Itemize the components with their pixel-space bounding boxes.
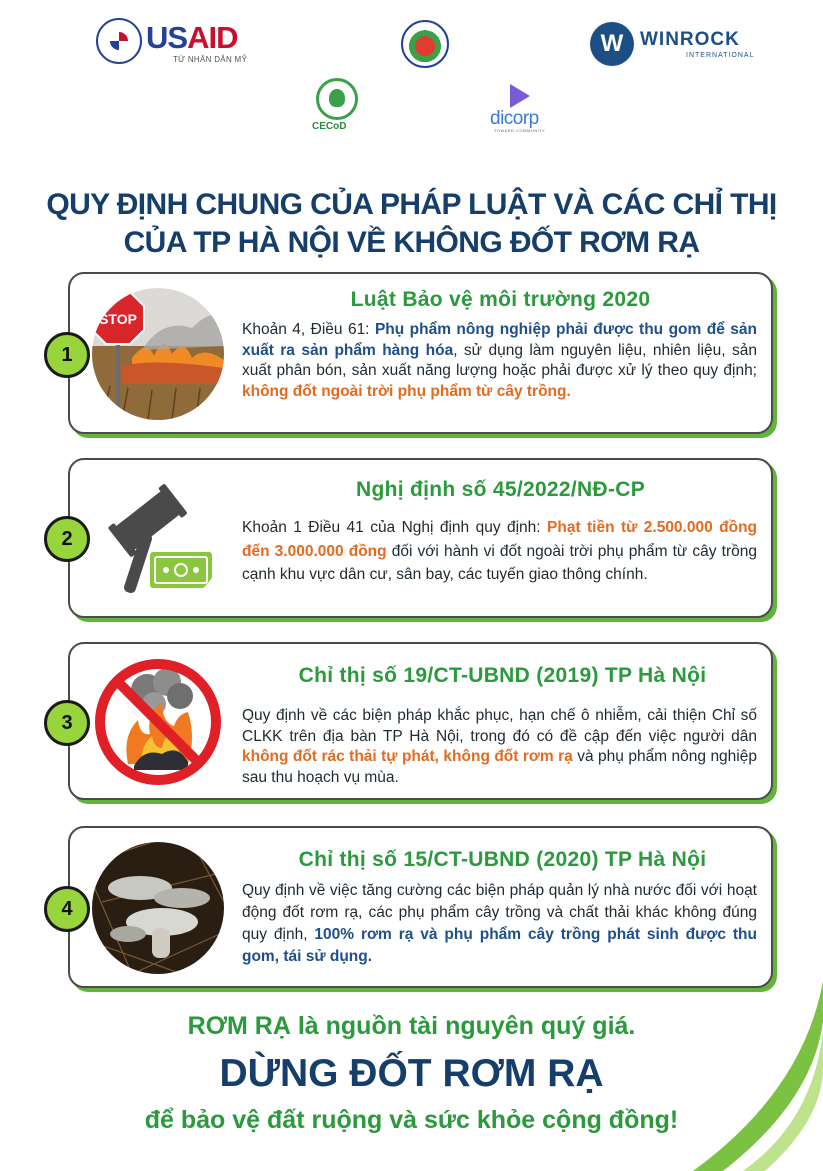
card-number-badge: 1 (44, 332, 90, 378)
card-title: Nghị định số 45/2022/NĐ-CP (355, 478, 646, 501)
cecod-logo (306, 78, 370, 136)
ministry-emblem-icon (401, 20, 449, 68)
dicorp-name: dicorp (490, 108, 539, 129)
regulation-card-2 (61, 458, 773, 618)
page-title-line-2: CỦA TP HÀ NỘI VỀ KHÔNG ĐỐT RƠM RẠ (123, 226, 700, 259)
regulation-card-3 (61, 642, 773, 800)
card-text: Khoản 1 Điều 41 của Nghị định quy định: Phạt tiền từ 2.500.000 đồng đến 3.000.000 đồng đối với hành vi đốt ngoài trời phụ phẩm từ cây trồng cạnh khu vực dân cư, sân bay, các tuyến giao thông chính. (242, 519, 758, 583)
highlight-orange: Phạt tiền từ 2.500.000 đồng đến 3.000.000 đồng (242, 519, 758, 560)
winrock-name: WINROCK (640, 29, 740, 50)
highlight-orange: không đốt rác thải tự phát, không đốt rơm rạ (242, 748, 573, 765)
footer-line-3: để bảo vệ đất ruộng và sức khỏe cộng đồng! (144, 1106, 679, 1134)
cecod-name: CECoD (312, 121, 347, 132)
usaid-seal-icon (96, 18, 142, 64)
usaid-tagline: TỪ NHÂN DÂN MỸ (173, 55, 248, 64)
card-number-badge: 2 (44, 516, 90, 562)
gavel-money-icon (92, 474, 224, 606)
highlight-blue: 100% rơm rạ và phụ phẩm cây trồng phát sinh được thu gom, tái sử dụng. (242, 926, 757, 965)
winrock-w-icon: W (590, 22, 634, 66)
usaid-wordmark-us: US (146, 20, 188, 55)
usaid-logo (96, 18, 256, 70)
footer-line-1: RƠM RẠ là nguồn tài nguyên quý giá. (187, 1012, 636, 1040)
card-text: Quy định về việc tăng cường các biện pháp quản lý nhà nước đối với hoạt động đốt rơm rạ, các phụ phẩm cây trồng và chất thải khác không đúng quy định, 100% rơm rạ và phụ phẩm cây trồng phát sinh được thu gom, tái sử dụng. (242, 882, 757, 965)
regulation-card-1 (61, 272, 773, 434)
card-title: Chỉ thị số 15/CT-UBND (2020) TP Hà Nội (298, 848, 707, 871)
winrock-logo (590, 22, 755, 72)
card-number-badge: 4 (44, 886, 90, 932)
regulation-card-4 (61, 826, 773, 988)
card-text: Khoản 4, Điều 61: Phụ phẩm nông nghiệp phải được thu gom để sản xuất ra sản phẩm hàng hóa, sử dụng làm nguyên liệu, nhiên liệu, sản xuất phân bón, sản xuất năng lượng hoặc phải được xử lý theo quy định; không đốt ngoài trời phụ phẩm từ cây trồng. (242, 321, 757, 400)
usaid-wordmark-aid: AID (187, 20, 238, 55)
highlight-blue: Phụ phẩm nông nghiệp phải được thu gom để sản xuất ra sản phẩm hàng hóa (242, 321, 757, 359)
stop-sign-text: STOP (99, 311, 137, 327)
winrock-sub: INTERNATIONAL (686, 52, 755, 59)
play-icon (510, 84, 530, 108)
tree-icon (316, 78, 358, 120)
card-number-badge: 3 (44, 700, 90, 746)
dicorp-logo (488, 84, 558, 134)
stop-burning-field-image (92, 288, 224, 420)
card-text: Quy định về các biện pháp khắc phục, hạn chế ô nhiễm, cải thiện Chỉ số CLKK trên địa bàn TP Hà Nội, trong đó có đề cập đến việc người dân không đốt rác thải tự phát, không đốt rơm rạ và phụ phẩm nông nghiệp sau thu hoạch vụ mùa. (242, 707, 757, 786)
footer-headline: DỪNG ĐỐT RƠM RẠ (219, 1052, 604, 1095)
card-title: Luật Bảo vệ môi trường 2020 (350, 288, 651, 311)
straw-mushroom-image (92, 842, 224, 974)
highlight-orange: không đốt ngoài trời phụ phẩm từ cây trồng. (242, 382, 571, 400)
no-burning-icon (92, 656, 224, 788)
page-title-line-1: QUY ĐỊNH CHUNG CỦA PHÁP LUẬT VÀ CÁC CHỈ THỊ (46, 188, 777, 221)
dicorp-sub: TOWARD COMMUNITY (494, 128, 546, 133)
card-title: Chỉ thị số 19/CT-UBND (2019) TP Hà Nội (298, 664, 707, 687)
